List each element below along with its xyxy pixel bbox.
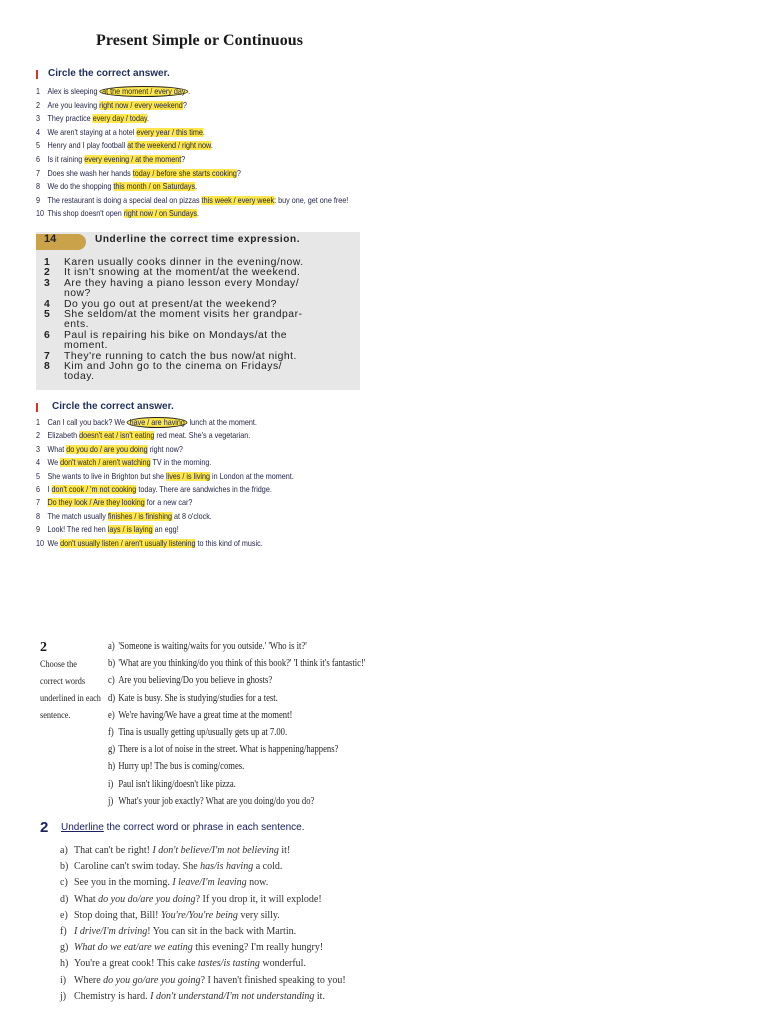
exercise-2-heading: Underline the correct time expression. — [95, 234, 301, 245]
item-text: They're running to catch the bus now/at night. — [64, 350, 297, 362]
exercise-item — [36, 525, 179, 534]
item-text: They practice — [47, 114, 93, 124]
answer-options[interactable]: this month / on Saturdays — [113, 182, 196, 192]
item-text: it! — [278, 845, 291, 856]
item-letter: j) — [60, 990, 67, 1002]
item-text: red meat. She's a vegetarian. — [154, 431, 251, 441]
item-text: Henry and I play football — [47, 141, 128, 151]
item-text: it. — [314, 990, 325, 1002]
item-text: We — [47, 538, 61, 548]
exercise-item — [108, 779, 236, 790]
answer-options[interactable]: lays / is laying — [107, 525, 153, 535]
item-text: We're having/We have a great time at the moment! — [118, 709, 293, 721]
answer-options[interactable]: every evening / at the moment — [84, 155, 182, 164]
item-text: wonderful. — [259, 958, 306, 970]
answer-options[interactable]: this week / every week — [201, 195, 275, 205]
exercise-item — [60, 926, 296, 937]
item-text: ? I haven't finished speaking to you! — [200, 974, 346, 986]
exercise-item — [36, 87, 190, 96]
item-text: That can't be right! — [74, 845, 153, 856]
item-letter: a) — [60, 845, 68, 856]
item-number: 9 — [36, 195, 41, 205]
item-number: 7 — [44, 350, 51, 362]
item-text: Where — [74, 974, 104, 986]
item-text: . — [197, 209, 200, 219]
page-title: Present Simple or Continuous — [96, 32, 304, 49]
exercise-item — [36, 445, 183, 454]
answer-options[interactable]: I drive/I'm driving — [74, 926, 148, 937]
exercise-item — [108, 744, 338, 755]
item-number: 1 — [36, 87, 41, 96]
item-text: a cold. — [253, 861, 283, 873]
exercise-item — [36, 512, 212, 521]
item-number: 9 — [36, 525, 41, 535]
section-marker — [36, 70, 38, 79]
exercise-item — [44, 371, 95, 382]
item-text: Are they having a piano lesson every Monday/ — [64, 277, 300, 289]
answer-options[interactable]: doesn't eat / isn't eating — [79, 431, 155, 441]
item-letter: a) — [108, 641, 115, 652]
item-letter: j) — [108, 795, 114, 807]
exercise-item — [36, 209, 199, 218]
item-text: What's your job exactly? What are you doing/do you do? — [118, 795, 315, 807]
exercise-item — [36, 539, 263, 548]
answer-options[interactable]: right now / every weekend — [99, 100, 183, 110]
exercise-item — [60, 910, 280, 921]
exercise-item — [60, 942, 323, 953]
exercise-item — [36, 498, 192, 507]
exercise-item — [44, 257, 304, 268]
item-text: Kim and John go to the cinema on Fridays/ — [64, 361, 283, 372]
item-text: Paul is repairing his bike on Mondays/at the — [64, 329, 287, 341]
item-number: 4 — [36, 127, 41, 137]
item-text: Paul isn't liking/doesn't like pizza. — [118, 778, 236, 790]
item-text: Do you go out at present/at the weekend? — [64, 298, 277, 310]
item-text: Chemistry is hard. — [74, 990, 151, 1002]
item-text: It isn't snowing at the moment/at the weekend. — [64, 267, 301, 279]
exercise-item — [44, 267, 300, 278]
answer-options[interactable]: I don't believe/I'm not believing — [152, 845, 279, 856]
answer-options[interactable]: today / before she starts cooking — [132, 168, 237, 178]
answer-options[interactable]: lives / is living — [165, 471, 211, 481]
heading-rest: the correct word or phrase in each sentence. — [103, 822, 305, 833]
exercise-item — [44, 299, 277, 310]
item-letter: d) — [108, 692, 116, 704]
item-text: now? — [64, 288, 91, 300]
item-number: 5 — [44, 309, 51, 320]
exercise-item — [60, 975, 346, 986]
exercise-3-heading: Circle the correct answer. — [52, 401, 174, 412]
exercise-item — [44, 330, 287, 341]
item-text: We do the shopping — [47, 182, 114, 192]
item-number: 2 — [36, 100, 41, 110]
item-text: . — [202, 127, 205, 137]
exercise-item — [60, 894, 322, 905]
answer-options[interactable]: do you do / are you doing — [66, 444, 148, 454]
exercise-item — [36, 458, 211, 467]
answer-options[interactable]: I leave/I'm leaving — [172, 877, 247, 889]
item-text: Are you leaving — [47, 100, 100, 110]
exercise-item — [60, 861, 282, 872]
answer-options[interactable]: don't cook / 'm not cooking — [51, 485, 137, 494]
item-number: 7 — [36, 168, 41, 178]
exercise-item — [36, 431, 250, 440]
answer-options[interactable]: finishes / is finishing — [107, 511, 172, 521]
answer-options[interactable]: at the moment / every day — [100, 86, 189, 97]
item-text: Is it raining — [47, 155, 85, 164]
item-number: 1 — [36, 418, 41, 427]
exercise-2-number: 14 — [44, 233, 57, 245]
item-text: right now? — [147, 444, 183, 454]
exercise-item — [44, 340, 108, 351]
item-text: See you in the morning. — [74, 877, 173, 889]
exercise-item — [36, 418, 257, 427]
item-number: 6 — [44, 329, 51, 341]
item-text: now. — [246, 877, 269, 889]
item-letter: b) — [108, 658, 116, 670]
item-number: 4 — [44, 298, 51, 310]
instruction-line: Choose the — [40, 659, 77, 670]
item-number: 3 — [36, 444, 41, 454]
item-text: 'What are you thinking/do you think of this book?' 'I think it's fantastic!' — [118, 658, 366, 670]
item-letter: c) — [108, 675, 115, 687]
answer-options[interactable]: Do they look / Are they looking — [47, 498, 145, 508]
item-text: lunch at the moment. — [187, 418, 257, 427]
item-text: 'Someone is waiting/waits for you outside.' 'Who is it?' — [118, 641, 307, 652]
instruction-line: underlined in each — [40, 693, 101, 704]
item-text: . — [188, 87, 191, 96]
instruction-line: correct words — [40, 676, 86, 687]
exercise-item — [60, 877, 268, 888]
exercise-item — [108, 710, 292, 721]
item-number: 6 — [36, 155, 41, 164]
item-text: The restaurant is doing a special deal on pizzas — [47, 195, 202, 205]
answer-options[interactable]: don't watch / aren't watching — [60, 458, 151, 468]
item-letter: i) — [108, 778, 114, 790]
exercise-5-number: 2 — [40, 819, 49, 836]
exercise-item — [36, 155, 185, 164]
item-letter: g) — [60, 942, 69, 954]
item-text: ? — [236, 168, 241, 178]
item-text: very silly. — [237, 909, 280, 921]
item-text: ? If you drop it, it will explode! — [195, 893, 322, 905]
item-text: ents. — [64, 319, 90, 331]
item-letter: g) — [108, 744, 116, 756]
exercise-item — [108, 761, 244, 772]
exercise-item — [60, 958, 306, 969]
item-text: Look! The red hen — [47, 525, 108, 535]
item-text: to this kind of music. — [195, 538, 263, 548]
exercise-item — [36, 472, 294, 481]
answer-options[interactable]: What do we eat/are we eating — [74, 942, 193, 954]
item-text: an egg! — [152, 525, 179, 535]
exercise-item — [36, 101, 187, 110]
item-letter: e) — [108, 709, 115, 721]
item-number: 3 — [36, 114, 41, 124]
answer-options[interactable]: right now / on Sundays — [123, 209, 198, 219]
item-text: The match usually — [47, 511, 108, 521]
item-letter: f) — [60, 926, 67, 937]
exercise-item — [44, 351, 297, 362]
item-text: today. — [64, 371, 95, 383]
item-text: for a new car? — [144, 498, 193, 508]
answer-options[interactable]: do you do/are you doing — [98, 893, 196, 905]
item-letter: h) — [108, 761, 116, 773]
item-number: 2 — [36, 431, 41, 441]
exercise-item — [36, 141, 213, 150]
item-letter: d) — [60, 893, 69, 905]
item-text: : buy one, get one free! — [274, 195, 349, 205]
exercise-item — [36, 196, 348, 205]
item-text: this evening? I'm really hungry! — [192, 942, 324, 954]
exercise-item — [44, 309, 303, 320]
exercise-5-heading — [61, 822, 304, 833]
item-text: Kate is busy. She is studying/studies for a test. — [118, 692, 278, 704]
item-text: Elizabeth — [47, 431, 80, 441]
item-text: . — [210, 141, 213, 151]
item-number: 5 — [36, 141, 41, 151]
item-text: in London at the moment. — [210, 471, 294, 481]
exercise-item — [108, 796, 314, 807]
exercise-item — [108, 727, 287, 738]
item-text: What — [74, 893, 99, 905]
exercise-item — [44, 278, 299, 289]
exercise-4-number: 2 — [40, 640, 47, 655]
item-text: ? — [181, 155, 186, 164]
item-text: Are you believing/Do you believe in ghosts? — [118, 675, 273, 687]
instruction-line: sentence. — [40, 710, 71, 721]
item-text: moment. — [64, 340, 108, 352]
item-letter: e) — [60, 909, 68, 921]
item-number: 10 — [36, 209, 45, 219]
item-number: 4 — [36, 458, 41, 468]
item-text: She wants to live in Brighton but she — [47, 471, 166, 481]
answer-options[interactable]: don't usually listen / aren't usually listening — [60, 538, 196, 548]
exercise-item — [36, 169, 241, 178]
item-text: Tina is usually getting up/usually gets up at 7.00. — [118, 727, 288, 738]
item-number: 8 — [36, 511, 41, 521]
answer-options[interactable]: tastes/is tasting — [197, 958, 260, 970]
exercise-item — [36, 182, 197, 191]
item-text: Can I call you back? We — [47, 418, 128, 427]
exercise-item — [36, 128, 205, 137]
item-number: 8 — [44, 361, 51, 372]
item-number: 3 — [44, 277, 51, 289]
exercise-item — [108, 641, 307, 652]
answer-options[interactable]: I don't understand/I'm not understanding — [150, 990, 315, 1002]
item-number: 6 — [36, 485, 41, 494]
item-text: at 8 o'clock. — [171, 511, 212, 521]
item-text: today. There are sandwiches in the fridge. — [136, 485, 272, 494]
exercise-1-heading: Circle the correct answer. — [48, 68, 170, 79]
item-number: 8 — [36, 182, 41, 192]
answer-options[interactable]: do you go/are you going — [103, 974, 201, 986]
item-letter: i) — [60, 974, 67, 986]
answer-options[interactable]: every year / this time — [136, 127, 203, 137]
exercise-item — [36, 485, 272, 494]
exercise-item — [44, 288, 91, 299]
item-text: ? — [182, 100, 187, 110]
item-text: TV in the morning. — [150, 458, 212, 468]
item-text: Alex is sleeping — [47, 87, 100, 96]
exercise-item — [60, 845, 290, 856]
item-text: There is a lot of noise in the street. What is happening/happens? — [118, 744, 339, 756]
item-text: Does she wash her hands — [47, 168, 133, 178]
exercise-item — [60, 991, 325, 1002]
section-marker — [36, 403, 38, 412]
item-text: She seldom/at the moment visits her grandpar- — [64, 309, 303, 320]
item-text: You're a great cook! This cake — [74, 958, 198, 970]
exercise-item — [108, 675, 272, 686]
item-text: I — [47, 485, 52, 494]
item-text: What — [47, 444, 67, 454]
item-text: We aren't staying at a hotel — [47, 127, 137, 137]
item-letter: h) — [60, 958, 69, 970]
item-text: Hurry up! The bus is coming/comes. — [118, 761, 245, 773]
item-number: 10 — [36, 538, 45, 548]
item-number: 5 — [36, 471, 41, 481]
exercise-item — [108, 693, 278, 704]
item-number: 7 — [36, 498, 41, 508]
answer-options[interactable]: every day / today — [92, 114, 148, 124]
item-text: Caroline can't swim today. She — [74, 861, 201, 873]
answer-options[interactable]: You're/You're being — [160, 909, 238, 921]
exercise-item — [108, 658, 365, 669]
item-letter: b) — [60, 861, 69, 873]
exercise-item — [44, 361, 282, 372]
item-letter: f) — [108, 727, 114, 738]
item-text: Karen usually cooks dinner in the evening/now. — [64, 257, 304, 268]
item-letter: c) — [60, 877, 68, 889]
answer-options[interactable]: have / are having — [127, 417, 188, 428]
exercise-item — [44, 319, 89, 330]
item-text: This shop doesn't open — [47, 209, 124, 219]
item-number: 2 — [44, 267, 51, 279]
item-text: . — [147, 114, 150, 124]
item-text: Stop doing that, Bill! — [74, 909, 161, 921]
item-text: We — [47, 458, 61, 468]
heading-underlined-word: Underline — [61, 822, 104, 833]
answer-options[interactable]: has/is having — [200, 861, 254, 873]
item-number: 1 — [44, 257, 51, 268]
answer-options[interactable]: at the weekend / right now — [127, 141, 211, 151]
item-text: ! You can sit in the back with Martin. — [147, 926, 297, 937]
item-text: . — [195, 182, 198, 192]
exercise-item — [36, 114, 149, 123]
